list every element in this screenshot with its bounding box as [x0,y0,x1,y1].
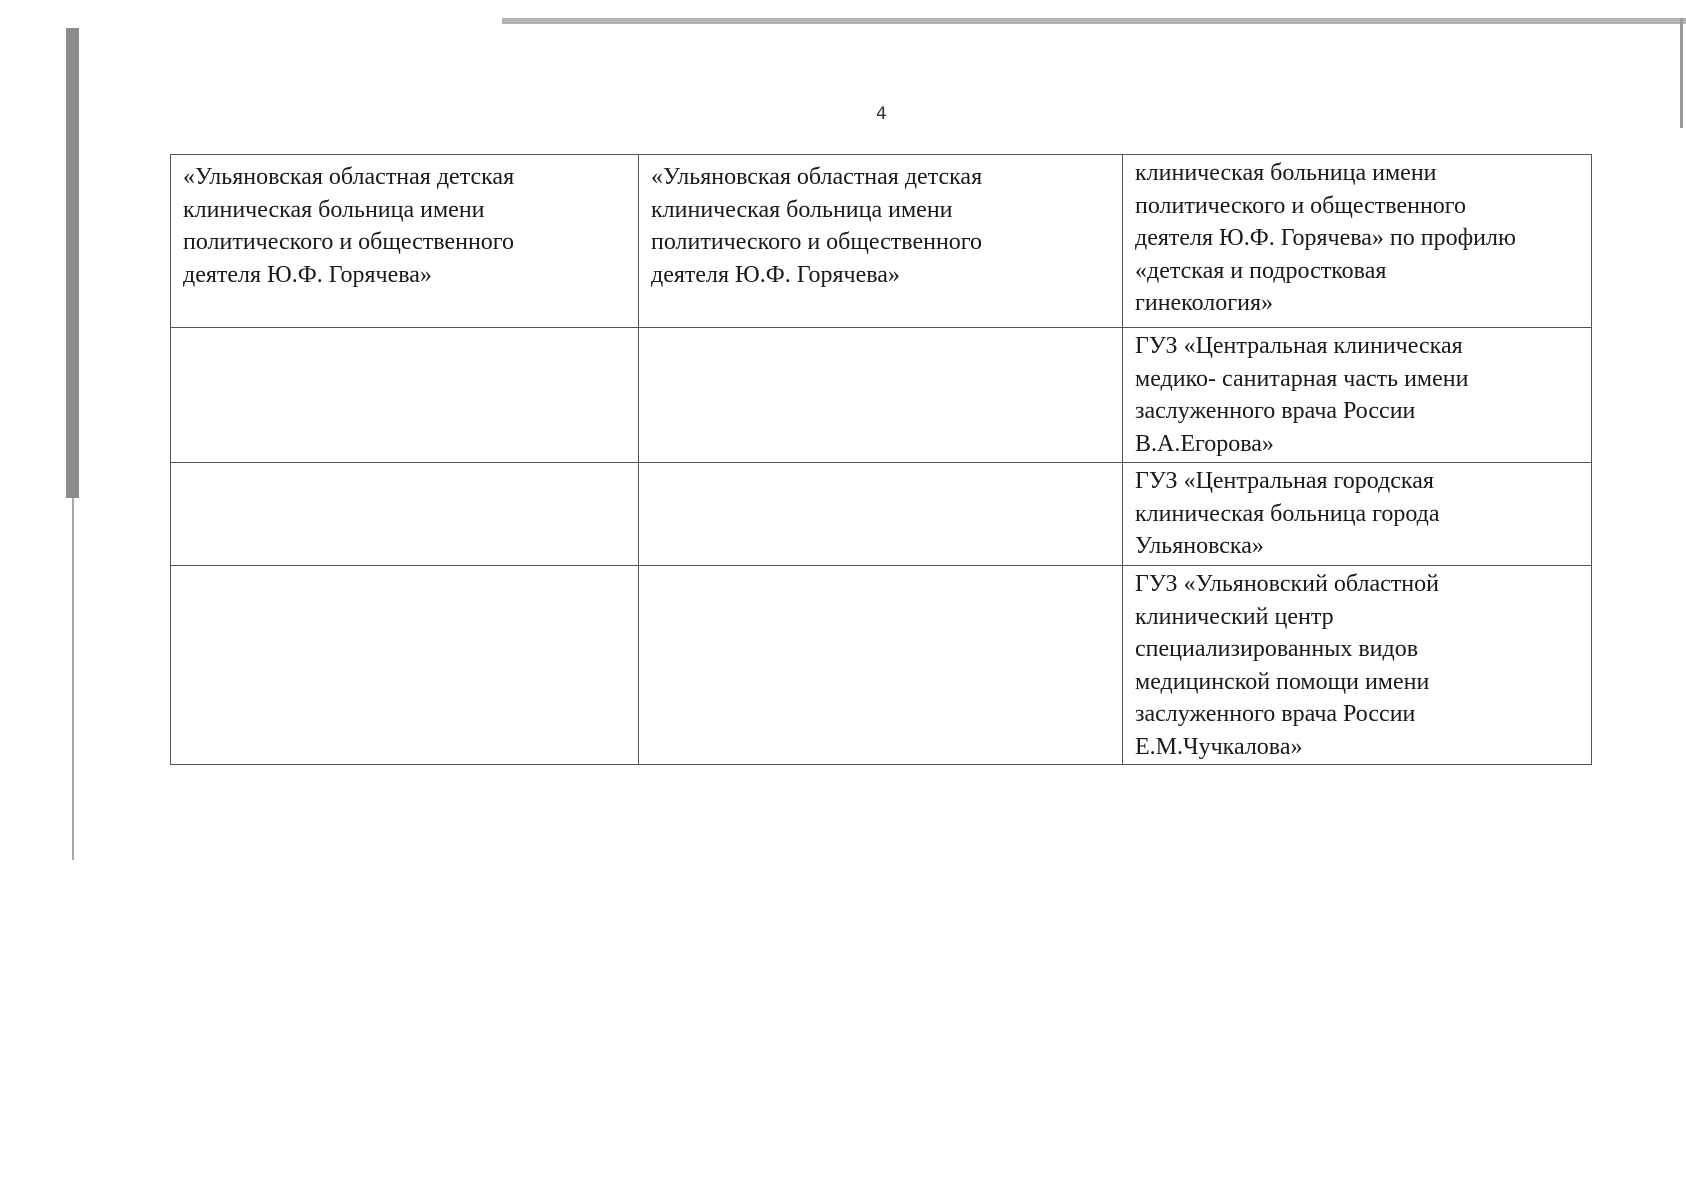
scan-border-right [1680,18,1683,128]
table-cell [171,566,639,765]
scan-border-left-thin [72,498,74,860]
document-table [170,154,1592,765]
table-cell: ГУЗ «Ульяновский областной клинический центр специализированных видов медицинской помощи имени заслуженного врача России Е.М.Чучкалова» [1123,566,1592,765]
table-cell [639,463,1123,566]
table-cell [639,328,1123,463]
table-cell: «Ульяновская областная детская клиническая больница имени политического и общественного деятеля Ю.Ф. Горячева» [171,155,639,328]
page-number: 4 [876,104,887,124]
table-cell [171,463,639,566]
scan-border-left [66,28,79,498]
table-cell: «Ульяновская областная детская клиническая больница имени политического и общественного деятеля Ю.Ф. Горячева» [639,155,1123,328]
table-cell [171,328,639,463]
table-row [171,328,1592,463]
table-cell: клиническая больница имени политического и общественного деятеля Ю.Ф. Горячева» по профилю «детская и подростковая гинекология» [1123,155,1592,328]
scan-border-top [502,18,1686,24]
table-row [171,566,1592,765]
table-cell [639,566,1123,765]
table-cell: ГУЗ «Центральная городская клиническая больница города Ульяновска» [1123,463,1592,566]
table-row [171,155,1592,328]
table-cell: ГУЗ «Центральная клиническая медико- санитарная часть имени заслуженного врача России В.А.Егорова» [1123,328,1592,463]
table-row [171,463,1592,566]
